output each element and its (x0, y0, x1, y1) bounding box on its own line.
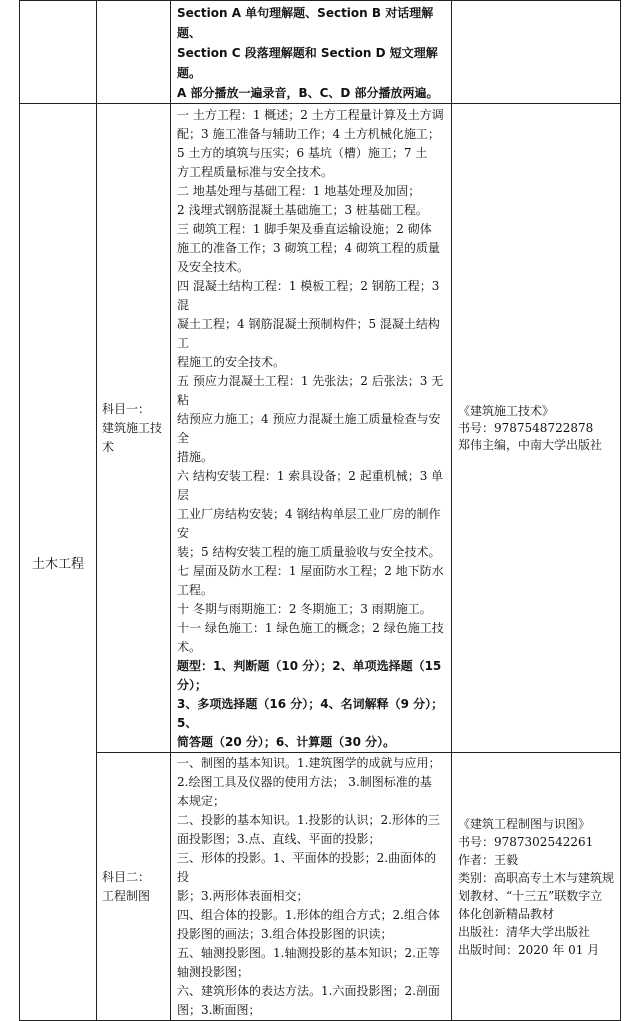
text-line: A 部分播放一遍录音，B、C、D 部分播放两遍。 (177, 86, 439, 100)
table-row-subject-2 (20, 753, 621, 1021)
book-author-publisher: 郑伟主编，中南大学出版社 (458, 437, 603, 452)
text-line: 及安全技术。 (177, 260, 250, 274)
text-line: 科目一： (102, 401, 151, 416)
syllabus-table (19, 0, 621, 1021)
text-line: 四、组合体的投影。1.形体的组合方式；2.组合体 (177, 908, 440, 922)
subject-1-textbook (452, 104, 621, 753)
text-line: 五、轴测投影图。1.轴测投影的基本知识；2.正等 (177, 946, 440, 960)
book-isbn: 书号：9787548722878 (458, 420, 594, 435)
text-line: 一 土方工程：1 概述；2 土方工程量计算及土方调 (177, 108, 444, 122)
text-line: 轴测投影图； (177, 965, 250, 979)
text-line: 本规定； (177, 794, 226, 808)
book-title: 《建筑工程制图与识图》 (458, 816, 591, 831)
book-publisher: 出版社：清华大学出版社 (458, 924, 591, 939)
empty-cell (20, 1, 97, 104)
table-row-top (20, 1, 621, 104)
subject-1-content (171, 104, 452, 753)
text-line: 工程制图 (102, 888, 151, 903)
text-line: 术。 (177, 640, 202, 654)
subject-2-label (97, 753, 171, 1021)
top-row-content (171, 1, 452, 104)
text-line: 一、制图的基本知识。1.建筑图学的成就与应用； (177, 756, 441, 770)
book-category: 划教材、“十三五”联数字立 (458, 888, 603, 903)
text-line: 图；3.断面图； (177, 1003, 261, 1017)
text-line: 七 屋面及防水工程：1 屋面防水工程；2 地下防水 (177, 564, 444, 578)
text-line: 配；3 施工准备与辅助工作；4 土方机械化施工； (177, 127, 440, 141)
text-line: 程施工的安全技术。 (177, 355, 286, 369)
text-line: 十 冬期与雨期施工：2 冬期施工；3 雨期施工。 (177, 602, 432, 616)
question-types-line: 题型：1、判断题（10 分）；2、单项选择题（15 分）； (177, 659, 442, 692)
text-line: 面投影图；3.点、直线、平面的投影； (177, 832, 381, 846)
text-line: 方工程质量标准与安全技术。 (177, 165, 334, 179)
question-types-line: 简答题（20 分）；6、计算题（30 分）。 (177, 735, 396, 749)
text-line: 工业厂房结构安装；4 钢结构单层工业厂房的制作安 (177, 507, 441, 540)
text-line: 5 土方的填筑与压实；6 基坑（槽）施工；7 土 (177, 146, 428, 160)
text-line: Section A 单句理解题、Section B 对话理解题、 (177, 6, 434, 40)
text-line: 建筑施工技 (102, 420, 163, 435)
text-line: 二 地基处理与基础工程：1 地基处理及加固； (177, 184, 421, 198)
book-author: 作者：王毅 (458, 852, 519, 867)
book-isbn: 书号：9787302542261 (458, 834, 594, 849)
book-publish-date: 出版时间：2020 年 01 月 (458, 942, 600, 957)
text-line: 四 混凝土结构工程：1 模板工程；2 钢筋工程；3 混 (177, 279, 440, 312)
text-line: 施工的准备工作；3 砌筑工程；4 砌筑工程的质量 (177, 241, 440, 255)
question-types-line: 3、多项选择题（16 分）；4、名词解释（9 分）；5、 (177, 697, 444, 730)
text-line: 工程。 (177, 583, 214, 597)
table-row-subject-1 (20, 104, 621, 753)
text-line: 五 预应力混凝土工程：1 先张法；2 后张法；3 无粘 (177, 374, 444, 407)
text-line: Section C 段落理解题和 Section D 短文理解题。 (177, 46, 438, 80)
text-line: 2.绘图工具及仪器的使用方法； 3.制图标准的基 (177, 775, 432, 789)
empty-cell (452, 1, 621, 104)
text-line: 投影图的画法；3.组合体投影图的识读； (177, 927, 393, 941)
text-line: 二、投影的基本知识。1.投影的认识；2.形体的三 (177, 813, 440, 827)
text-line: 凝土工程；4 钢筋混凝土预制构件；5 混凝土结构工 (177, 317, 440, 350)
text-line: 六 结构安装工程：1 索具设备；2 起重机械；3 单层 (177, 469, 444, 502)
empty-cell (97, 1, 171, 104)
major-cell: 土木工程 (20, 104, 97, 1021)
text-line: 科目二： (102, 869, 151, 884)
book-category: 类别：高职高专土木与建筑规 (458, 870, 615, 885)
book-category: 体化创新精品教材 (458, 906, 555, 921)
text-line: 2 浅埋式钢筋混凝土基础施工；3 桩基础工程。 (177, 203, 428, 217)
subject-1-label (97, 104, 171, 753)
text-line: 术 (102, 439, 115, 454)
text-line: 三、形体的投影。1、平面体的投影；2.曲面体的投 (177, 851, 437, 884)
text-line: 措施。 (177, 450, 214, 464)
text-line: 六、建筑形体的表达方法。1.六面投影图；2.剖面 (177, 984, 440, 998)
text-line: 装；5 结构安装工程的施工质量验收与安全技术。 (177, 545, 441, 559)
subject-2-textbook (452, 753, 621, 1021)
text-line: 三 砌筑工程：1 脚手架及垂直运输设施；2 砌体 (177, 222, 432, 236)
subject-2-content (171, 753, 452, 1021)
text-line: 十一 绿色施工：1 绿色施工的概念；2 绿色施工技 (177, 621, 444, 635)
book-title: 《建筑施工技术》 (458, 403, 555, 418)
text-line: 影；3.两形体表面相交； (177, 889, 309, 903)
text-line: 结预应力施工；4 预应力混凝土施工质量检查与安全 (177, 412, 441, 445)
